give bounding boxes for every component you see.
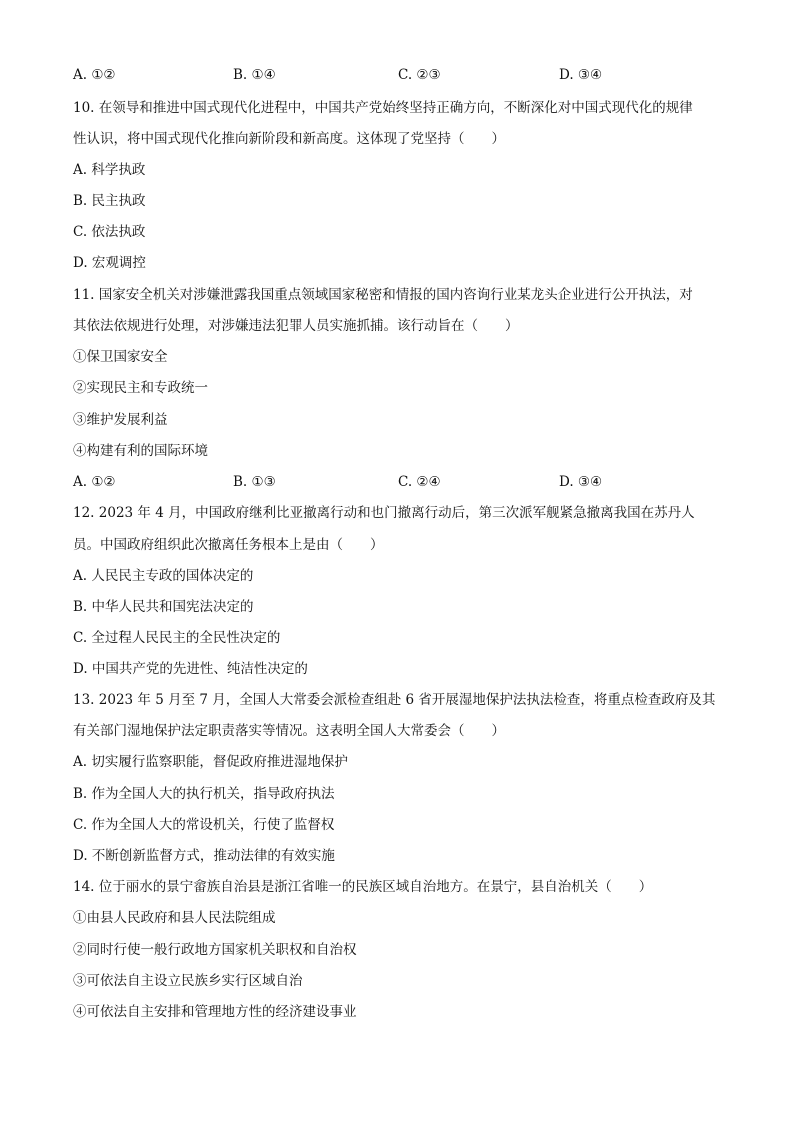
q14-statement-1: ①由县人民政府和县人民法院组成 — [73, 910, 276, 926]
q12-option-c[interactable]: C. 全过程人民民主的全民性决定的 — [73, 630, 281, 646]
q13-option-a[interactable]: A. 切实履行监察职能，督促政府推进湿地保护 — [73, 754, 348, 770]
q11-option-a[interactable]: A. ①② — [73, 474, 116, 490]
q11-statement-4: ④构建有利的国际环境 — [73, 443, 208, 459]
q12-option-b[interactable]: B. 中华人民共和国宪法决定的 — [73, 599, 254, 615]
q9-option-d[interactable]: D. ③④ — [559, 67, 603, 83]
q11-statement-3: ③维护发展利益 — [73, 412, 168, 428]
q10-stem-line2: 性认识，将中国式现代化推向新阶段和新高度。这体现了党坚持（ ） — [73, 131, 505, 147]
q13-option-c[interactable]: C. 作为全国人大的常设机关，行使了监督权 — [73, 817, 335, 833]
q9-options — [73, 65, 733, 85]
q12-option-d[interactable]: D. 中国共产党的先进性、纯洁性决定的 — [73, 661, 308, 677]
q10-stem-line1: 10. 在领导和推进中国式现代化进程中，中国共产党始终坚持正确方向，不断深化对中国式现代化的规律 — [73, 100, 693, 116]
q14-statement-4: ④可依法自主安排和管理地方性的经济建设事业 — [73, 1004, 357, 1020]
q9-option-c[interactable]: C. ②③ — [398, 67, 441, 83]
q10-option-a[interactable]: A. 科学执政 — [73, 162, 146, 178]
q13-stem-line2: 有关部门湿地保护法定职责落实等情况。这表明全国人大常委会（ ） — [73, 723, 505, 739]
q11-stem-line1: 11. 国家安全机关对涉嫌泄露我国重点领域国家秘密和情报的国内咨询行业某龙头企业进行公开执法，对 — [73, 287, 693, 303]
q10-option-c[interactable]: C. 依法执政 — [73, 224, 146, 240]
q11-statement-1: ①保卫国家安全 — [73, 349, 168, 365]
q11-stem-line2: 其依法依规进行处理，对涉嫌违法犯罪人员实施抓捕。该行动旨在（ ） — [73, 318, 519, 334]
q11-option-d[interactable]: D. ③④ — [559, 474, 603, 490]
q11-options — [73, 472, 733, 492]
q14-statement-3: ③可依法自主设立民族乡实行区域自治 — [73, 973, 303, 989]
q11-statement-2: ②实现民主和专政统一 — [73, 380, 208, 396]
q14-statement-2: ②同时行使一般行政地方国家机关职权和自治权 — [73, 942, 357, 958]
q9-option-a[interactable]: A. ①② — [73, 67, 116, 83]
q10-option-b[interactable]: B. 民主执政 — [73, 193, 146, 209]
q11-option-b[interactable]: B. ①③ — [233, 474, 276, 490]
q12-option-a[interactable]: A. 人民民主专政的国体决定的 — [73, 568, 254, 584]
q13-stem-line1: 13. 2023 年 5 月至 7 月，全国人大常委会派检查组赴 6 省开展湿地保护法执法检查，将重点检查政府及其 — [73, 692, 716, 708]
q13-option-d[interactable]: D. 不断创新监督方式，推动法律的有效实施 — [73, 848, 335, 864]
q12-stem-line2: 员。中国政府组织此次撤离任务根本上是由（ ） — [73, 537, 384, 553]
q9-option-b[interactable]: B. ①④ — [233, 67, 276, 83]
q10-option-d[interactable]: D. 宏观调控 — [73, 255, 146, 271]
q11-option-c[interactable]: C. ②④ — [398, 474, 441, 490]
q14-stem-line1: 14. 位于丽水的景宁畲族自治县是浙江省唯一的民族区域自治地方。在景宁，县自治机关（ ） — [73, 879, 653, 895]
q12-stem-line1: 12. 2023 年 4 月，中国政府继利比亚撤离行动和也门撤离行动后，第三次派军舰紧急撤离我国在苏丹人 — [73, 505, 695, 521]
q13-option-b[interactable]: B. 作为全国人大的执行机关，指导政府执法 — [73, 786, 335, 802]
